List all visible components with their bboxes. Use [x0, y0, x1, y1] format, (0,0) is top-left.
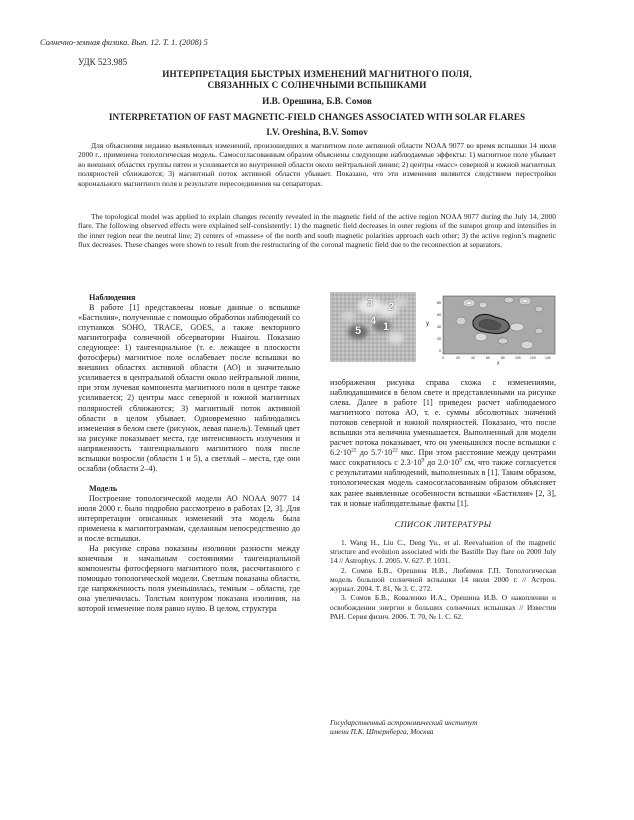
authors-russian: И.В. Орешина, Б.В. Сомов [262, 96, 372, 106]
figure-model-panel [421, 291, 557, 365]
ytick-0: 0 [439, 349, 441, 353]
xtick-80: 80 [501, 356, 505, 360]
authors-english: I.V. Oreshina, B.V. Somov [266, 127, 368, 137]
region-label-5: 5 [355, 325, 362, 337]
region-label-4: 4 [370, 315, 377, 327]
results-exp2: 22 [392, 447, 398, 454]
journal-header: Солнечно-земная физика. Вып. 12. Т. 1. (2008) 5 [40, 38, 208, 47]
left-column [78, 293, 300, 614]
title-russian [40, 69, 594, 91]
axis-y-label: y [426, 321, 429, 327]
affiliation-line1: Государственный астрономический институт [330, 718, 478, 727]
region-label-1: 1 [383, 321, 390, 333]
results-text-a: изображения рисунка справа схожа с изменениями, наблюдавшимися в белом свете и представленными на рисунке слева. Далее в работе [1] приведен расчет наблюдаемого магнитного потока АО, т. е. суммы абсолютных значений потоков северной и южной полярностей. Показано, что после вспышки эта величина уменьшается. Выполненный для модели расчет потока показывает, что он уменьшился после вспышки с 6.2·10 [330, 378, 556, 458]
results-paragraph [330, 378, 556, 509]
affiliation [330, 718, 556, 736]
region-label-2: 2 [388, 301, 395, 313]
results-exp4: 9 [459, 457, 462, 464]
xtick-40: 40 [471, 356, 475, 360]
region-label-3: 3 [367, 297, 374, 309]
references-heading: СПИСОК ЛИТЕРАТУРЫ [394, 518, 492, 529]
ytick-80: 80 [437, 301, 441, 305]
xtick-60: 60 [486, 356, 490, 360]
reference-1: 1. Wang H., Liu C., Deng Yu., et al. Reevaluation of the magnetic structure and evolution associated with the Bastille Day flare on 2000 July 14 // Astrophys. J. 2005. V. 627. P. 1031. [330, 537, 556, 566]
model-paragraph-1: Построение топологической модели АО NOAA 9077 14 июля 2000 г. было подробно рассмотрено в работах [2, 3]. Для интерпретации описанных изменений эта модель была применена к магнитограммам, сделанным непосредственно до и после вспышки. [78, 493, 300, 544]
results-text-c: мкс. При этом расстояние между центрами масс сократилось с 2.3·10 [330, 448, 556, 468]
results-exp3: 9 [421, 457, 425, 464]
abstract-russian: Для объяснения недавно выявленных изменений, произошедших в магнитном поле активной области NOAA 9077 во время вспышки 14 июля 2000 г., применена топологическая модель. Самосогласованным образом объяснены следующие наблюдаемые эффекты: 1) магнитное поле убывает во внешних областях группы пятен и усиливается во внутренней области около нейтральной линии; 2) центры «масс» северной и южной магнитных полярностей сближаются; 3) магнитный поток активной области убывает. Показано, что эти изменения являются следствием перестройки коронального магнитного поля в результате пересоединения на сепараторах. [78, 141, 556, 188]
title-ru-line1: ИНТЕРПРЕТАЦИЯ БЫСТРЫХ ИЗМЕНЕНИЙ МАГНИТНОГО ПОЛЯ, [162, 69, 472, 79]
title-english: INTERPRETATION OF FAST MAGNETIC-FIELD CHANGES ASSOCIATED WITH SOLAR FLARES [108, 112, 526, 122]
abstract-english: The topological model was applied to explain changes recently revealed in the magnetic field of the active region NOAA 9077 during the July 14, 2000 flare. The following observed effects were explained self-consistently: 1) the magnetic field decreases in outer regions of the sunspot group and intensifies in the inner region near the neutral line; 2) centers of «masses» of the north and south magnetic polarities approach each other; 3) the active region’s magnetic flux decreases. These changes were shown to result from the restructuring of the coronal magnetic field due to the reconnection at separators. [78, 212, 556, 250]
model-isoline-plot [421, 291, 557, 365]
xtick-140: 140 [545, 356, 551, 360]
xtick-100: 100 [515, 356, 521, 360]
reference-2: 2. Сомов Б.В., Орешина И.В., Любимов Г.П. Топологическая модель большой солнечной вспышки 14 июля 2000 г. // Астрон. журнал. 2004. Т. 81, № 3. С. 272. [330, 565, 556, 594]
reference-3: 3. Сомов Б.В., Коваленко И.А., Орешина И.В. О накоплении и освобождении энергии в больших солнечных вспышках // Известия РАН. Серия физич. 2006. Т. 70, № 1. С. 62. [330, 593, 556, 622]
affiliation-line2: имени П.К. Штернберга, Москва [330, 727, 434, 737]
results-text-d: до 2.0·10 [424, 458, 460, 468]
axis-x-label: x [497, 360, 500, 365]
title-ru-line2: СВЯЗАННЫХ С СОЛНЕЧНЫМИ ВСПЫШКАМИ [207, 80, 427, 90]
ytick-20: 20 [437, 337, 441, 341]
results-exp1: 22 [351, 447, 357, 454]
xtick-20: 20 [456, 356, 460, 360]
section-heading-model: Модель [89, 483, 118, 493]
model-paragraph-2: На рисунке справа показаны изолинии разности между конечным и начальным состояниями тангенциальной компоненты фотосферного магнитного поля, рассчитанного с помощью топологической модели. Светлым показаны области, где напряженность поля уменьшилась, темным – области, где она увеличилась. Толстым контуром показана изолиния, на которой изменение поля равно нулю. В целом, структура [78, 544, 300, 614]
results-text-e: см, что также согласуется с результатами наблюдений, выполненных в [1]. Таким образом, топологическая модель самосогласованным образом объясняет как ранее выявленные особенности вспышки «Бастилия» [2, 3], так и новые наблюдательные факты [1]. [330, 458, 556, 508]
ytick-60: 60 [437, 313, 441, 317]
observations-paragraph: В работе [1] представлены новые данные о вспышке «Бастилия», полученные с помощью обработки наблюдений со спутников SOHO, TRACE, GOES, а также векторного магнитографа солнечной обсерватории Huairou. Показано следующее: 1) тангенциальное (т. е. лежащее в плоскости фотосферы) магнитное поле ослабевает после вспышки во внешних областях активной области (АО) и значительно усиливается в центральной области около нейтральной линии, при этом лучевая компонента магнитного поля в центре также усиливается; 2) центры масс северной и южной магнитных полярностей сближаются; 3) магнитный поток активной области в целом убывает. Одновременно наблюдались изменения в белом свете (рисунок, левая панель). Темный цвет на рисунке показывает места, где интенсивность излучения и напряженность тангенциального магнитного поля после вспышки возросли (области 1 и 5), а светлый – места, где они ослабли (области 2–4). [78, 303, 300, 473]
xtick-120: 120 [530, 356, 536, 360]
ytick-40: 40 [437, 325, 441, 329]
results-text-b: до 5.7·10 [356, 448, 393, 458]
figure-white-light-panel [330, 292, 416, 362]
right-column [330, 378, 556, 621]
section-heading-observations: Наблюдения [89, 293, 136, 302]
xtick-0: 0 [442, 356, 444, 360]
udk-code: УДК 523.985 [78, 57, 128, 67]
